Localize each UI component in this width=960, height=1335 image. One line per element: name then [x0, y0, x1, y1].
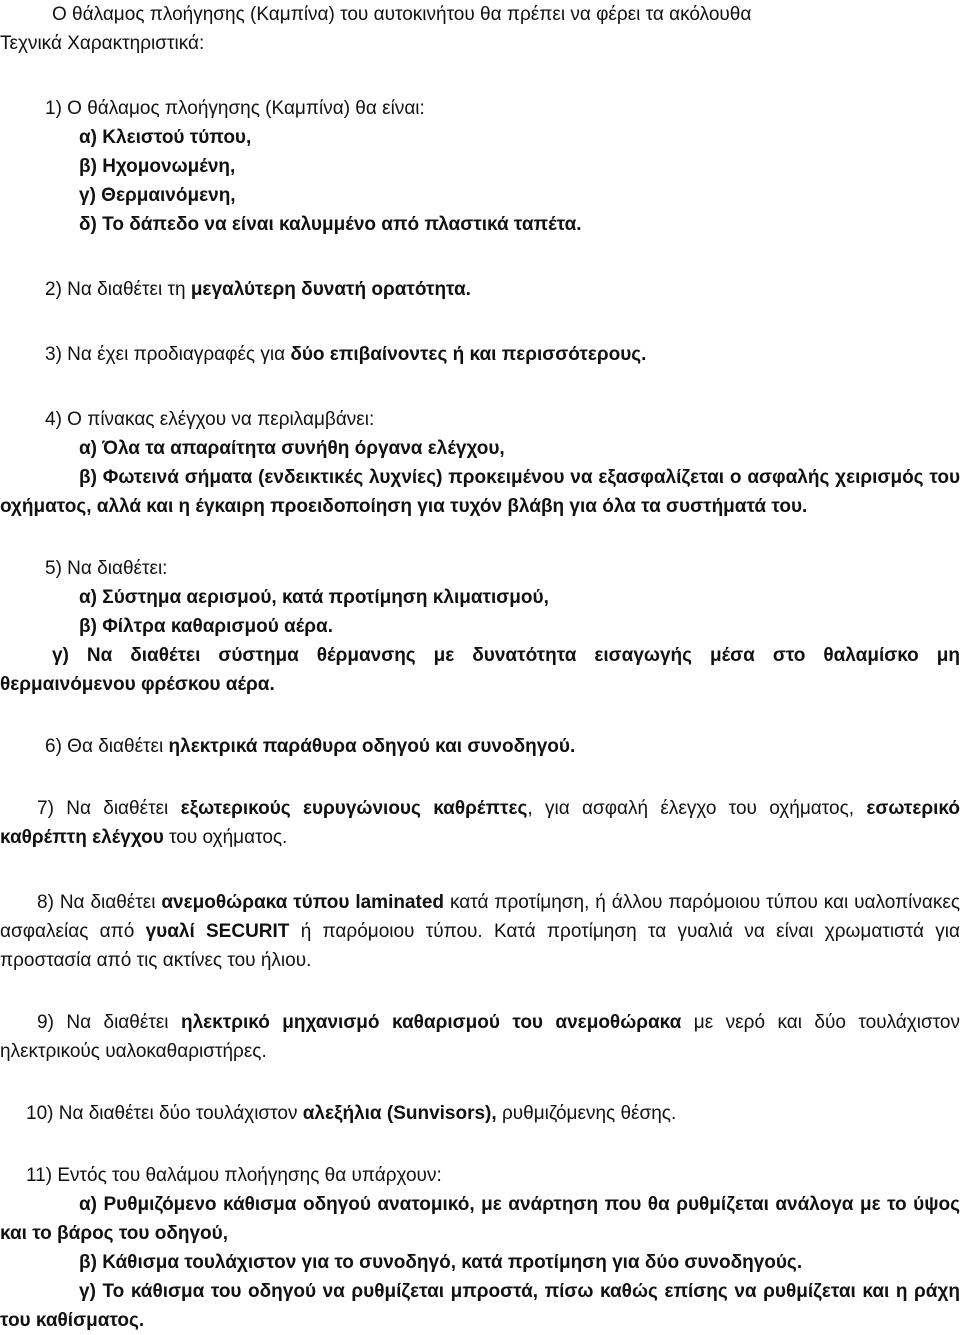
item-8 — [0, 888, 960, 975]
item-1 — [0, 94, 960, 239]
item-4-a-text: α) Όλα τα απαραίτητα συνήθη όργανα ελέγχου, — [79, 438, 505, 459]
item-4 — [0, 405, 960, 521]
item-9-pre: 9) Να διαθέτει — [37, 1012, 181, 1033]
item-9-post: με νερό και δύο τουλάχιστον ηλεκτρικούς υαλοκαθαριστήρες. — [0, 1012, 960, 1062]
item-4-b-text: β) Φωτεινά σήματα (ενδεικτικές λυχνίες) προκειμένου να εξασφαλίζεται ο ασφαλής χειρισμός του οχήματος, αλλά και η έγκαιρη προειδοποίηση για τυχόν βλάβη για όλα τα συστήματά του. — [0, 467, 960, 517]
item-11-b-text: β) Κάθισμα τουλάχιστον για το συνοδηγό, κατά προτίμηση για δύο συνοδηγούς. — [79, 1252, 803, 1273]
item-8-post: ή παρόμοιου τύπου. Κατά προτίμηση τα γυαλιά να είναι χρωματιστά για προστασία από τις ακτίνες του ήλιου. — [0, 921, 960, 971]
item-7 — [0, 794, 960, 852]
item-10-pre: 10) Να διαθέτει δύο τουλάχιστον — [26, 1103, 303, 1124]
item-1-c-text: γ) Θερμαινόμενη, — [79, 185, 236, 206]
item-2-pre: 2) Να διαθέτει τη — [45, 279, 191, 300]
item-5-b-text: β) Φίλτρα καθαρισμού αέρα. — [79, 616, 333, 637]
item-11-b — [0, 1248, 960, 1277]
item-10-bold: αλεξήλια (Sunvisors), — [302, 1103, 497, 1124]
item-11-c-text: γ) Το κάθισμα του οδηγού να ρυθμίζεται μπροστά, πίσω καθώς επίσης να ρυθμίζεται και η ράχη του καθίσματος. — [0, 1281, 960, 1331]
item-5-a — [0, 583, 960, 612]
item-2-bold: μεγαλύτερη δυνατή ορατότητα. — [190, 279, 471, 300]
item-4-b — [0, 463, 960, 521]
item-1-b-text: β) Ηχομονωμένη, — [79, 156, 236, 177]
item-6-bold: ηλεκτρικά παράθυρα οδηγού και συνοδηγού. — [168, 736, 576, 757]
item-1-c — [0, 181, 960, 210]
item-10-post: ρυθμιζόμενης θέσης. — [496, 1103, 677, 1124]
item-6-pre: 6) Θα διαθέτει — [45, 736, 169, 757]
item-1-d — [0, 210, 960, 239]
item-7-bold-2: εσωτερικό καθρέπτη ελέγχου — [0, 798, 960, 848]
item-1-a — [0, 123, 960, 152]
item-11-heading: 11) Εντός του θαλάμου πλοήγησης θα υπάρχουν: — [26, 1165, 442, 1186]
item-1-b — [0, 152, 960, 181]
item-5-heading: 5) Να διαθέτει: — [45, 558, 168, 579]
intro-paragraph — [0, 0, 960, 58]
item-11-a — [0, 1190, 960, 1248]
item-5-b — [0, 612, 960, 641]
item-3 — [0, 340, 960, 369]
item-8-bold-1: ανεμοθώρακα τύπου laminated — [161, 892, 445, 913]
item-5-c-text: γ) Να διαθέτει σύστημα θέρμανσης με δυνατότητα εισαγωγής μέσα στο θαλαμίσκο μη θερμαινόμενου φρέσκου αέρα. — [0, 645, 960, 695]
item-1-d-text: δ) Το δάπεδο να είναι καλυμμένο από πλαστικά ταπέτα. — [79, 214, 582, 235]
item-3-bold: δύο επιβαίνοντες ή και περισσότερους. — [290, 344, 647, 365]
item-5-c — [0, 641, 960, 699]
item-8-pre: 8) Να διαθέτει — [37, 892, 162, 913]
item-5 — [0, 554, 960, 699]
item-9-bold: ηλεκτρικό μηχανισμό καθαρισμού του ανεμοθώρακα — [180, 1012, 682, 1033]
item-3-pre: 3) Να έχει προδιαγραφές για — [45, 344, 291, 365]
item-8-mid: κατά προτίμηση, ή άλλου παρόμοιου τύπου και υαλοπίνακες ασφαλείας από — [0, 892, 960, 942]
intro-line-2: Τεχνικά Χαρακτηριστικά: — [0, 33, 205, 54]
item-4-a — [0, 434, 960, 463]
intro-line-1: Ο θάλαμος πλοήγησης (Καμπίνα) του αυτοκινήτου θα πρέπει να φέρει τα ακόλουθα — [52, 4, 752, 25]
item-11-c — [0, 1277, 960, 1335]
item-5-a-text: α) Σύστημα αερισμού, κατά προτίμηση κλιματισμού, — [79, 587, 549, 608]
item-4-heading: 4) Ο πίνακας ελέγχου να περιλαμβάνει: — [45, 409, 375, 430]
item-7-bold-1: εξωτερικούς ευρυγώνιους καθρέπτες — [180, 798, 528, 819]
item-1-heading: 1) Ο θάλαμος πλοήγησης (Καμπίνα) θα είναι: — [45, 98, 425, 119]
item-11 — [0, 1161, 960, 1335]
item-6 — [0, 732, 960, 761]
item-8-bold-2: γυαλί SECURIT — [145, 921, 290, 942]
item-9 — [0, 1008, 960, 1066]
item-7-pre: 7) Να διαθέτει — [37, 798, 181, 819]
item-10 — [0, 1099, 960, 1128]
item-1-a-text: α) Κλειστού τύπου, — [79, 127, 252, 148]
item-7-mid: , για ασφαλή έλεγχο του οχήματος, — [527, 798, 867, 819]
item-2 — [0, 275, 960, 304]
item-11-a-text: α) Ρυθμιζόμενο κάθισμα οδηγού ανατομικό, με ανάρτηση που θα ρυθμίζεται ανάλογα με το ύψος και το βάρος του οδηγού, — [0, 1194, 960, 1244]
item-7-post: του οχήματος. — [163, 827, 288, 848]
